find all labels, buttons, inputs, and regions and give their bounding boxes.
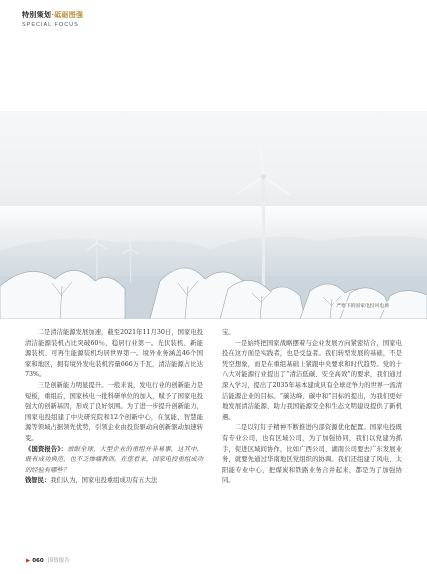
photo-caption: 严寒下的国家电投风电场 (334, 301, 391, 310)
section-title (22, 10, 83, 20)
question-label: 《国资报告》： (25, 445, 68, 453)
page-number: 060 (32, 558, 44, 564)
section-title-en: SPECIAL FOCUS (22, 22, 79, 28)
right-paragraph-1: 一是始终把国家战略摆着与企业发展方向紧密结合，国家电投在这方面是实践者，也是受益者。我们转型发展的基础，不是凭空想象，而是在重组基础上紧跟中央要求和时代趋势。党的十八大对能源行业提出了“清洁低碳、安全高效”的要求，我们通过深入学习，提出了2035年基本建成具有全球竞争力的世界一流清洁能源企业的目标。“碳达峰、碳中和”目标的提出，为我们更好地发展清洁能源、助力我国能源安全和生态文明建设提供了新机遇。 (222, 339, 402, 421)
answer-label: 钱智民： (25, 477, 51, 485)
arrow-icon: ▶ (26, 558, 31, 564)
right-paragraph-2: 二是以钉钉子精神不断推进内部资源优化配置。国家电投既有专业公司，也有区域公司，为了加强协同，我们以党建为抓手，促进区域间协作，比如广西公司、湖南公司要去广东发展业务，就要先通过华南地区党组织的协调。我们还组建了风电、太阳能专业中心，把煤炭和铁路业务合并起来，都是为了加强协同。 (222, 424, 402, 485)
interview-answer (25, 476, 203, 487)
right-paragraph-0: 宝。 (222, 329, 235, 336)
answer-text: 我们认为，国家电投重组成功有五大法 (50, 477, 158, 485)
left-paragraph-2: 三是创新能力明显提升。一般来说，发电行业的创新能力是短板，重组后，国家核电一批科研单位的加入，赋予了国家电投强大的创新基因，形成了良好氛围。为了进一步提升创新能力，国家电投组建了中央研究院和12个创新中心，在氢能、智慧能源等领域占据领先优势，引领企业由投资驱动向创新驱动加速转变。 (25, 381, 203, 442)
section-header (22, 10, 83, 28)
section-title-main: 特别策划 (22, 11, 52, 19)
left-column (25, 328, 203, 487)
question-text: 放眼全球，大型企业的重组并非易事，这其中，既有成功典范，也不乏惨痛教训。在您看来，国家电投重组成功的经验有哪些？ (25, 445, 203, 474)
wind-farm-photo (0, 111, 427, 319)
page-footer (26, 556, 70, 564)
right-column (222, 328, 402, 487)
section-title-sub: ·砥砺图强 (51, 11, 84, 19)
wind-farm-illustration (0, 111, 427, 319)
publication-name: 国资报告 (47, 558, 70, 564)
interview-question (25, 445, 203, 477)
left-paragraph-1: 二是清洁能源发展加速，截至2021年11月30日，国家电投清洁能源装机占比突破60％，稳居行业第一。光伏装机、新能源装机、可再生能源装机均居世界第一。境外业务涵盖46个国家和地区，拥有境外发电装机容量666万千瓦，清洁能源占比达73%。 (25, 329, 203, 379)
